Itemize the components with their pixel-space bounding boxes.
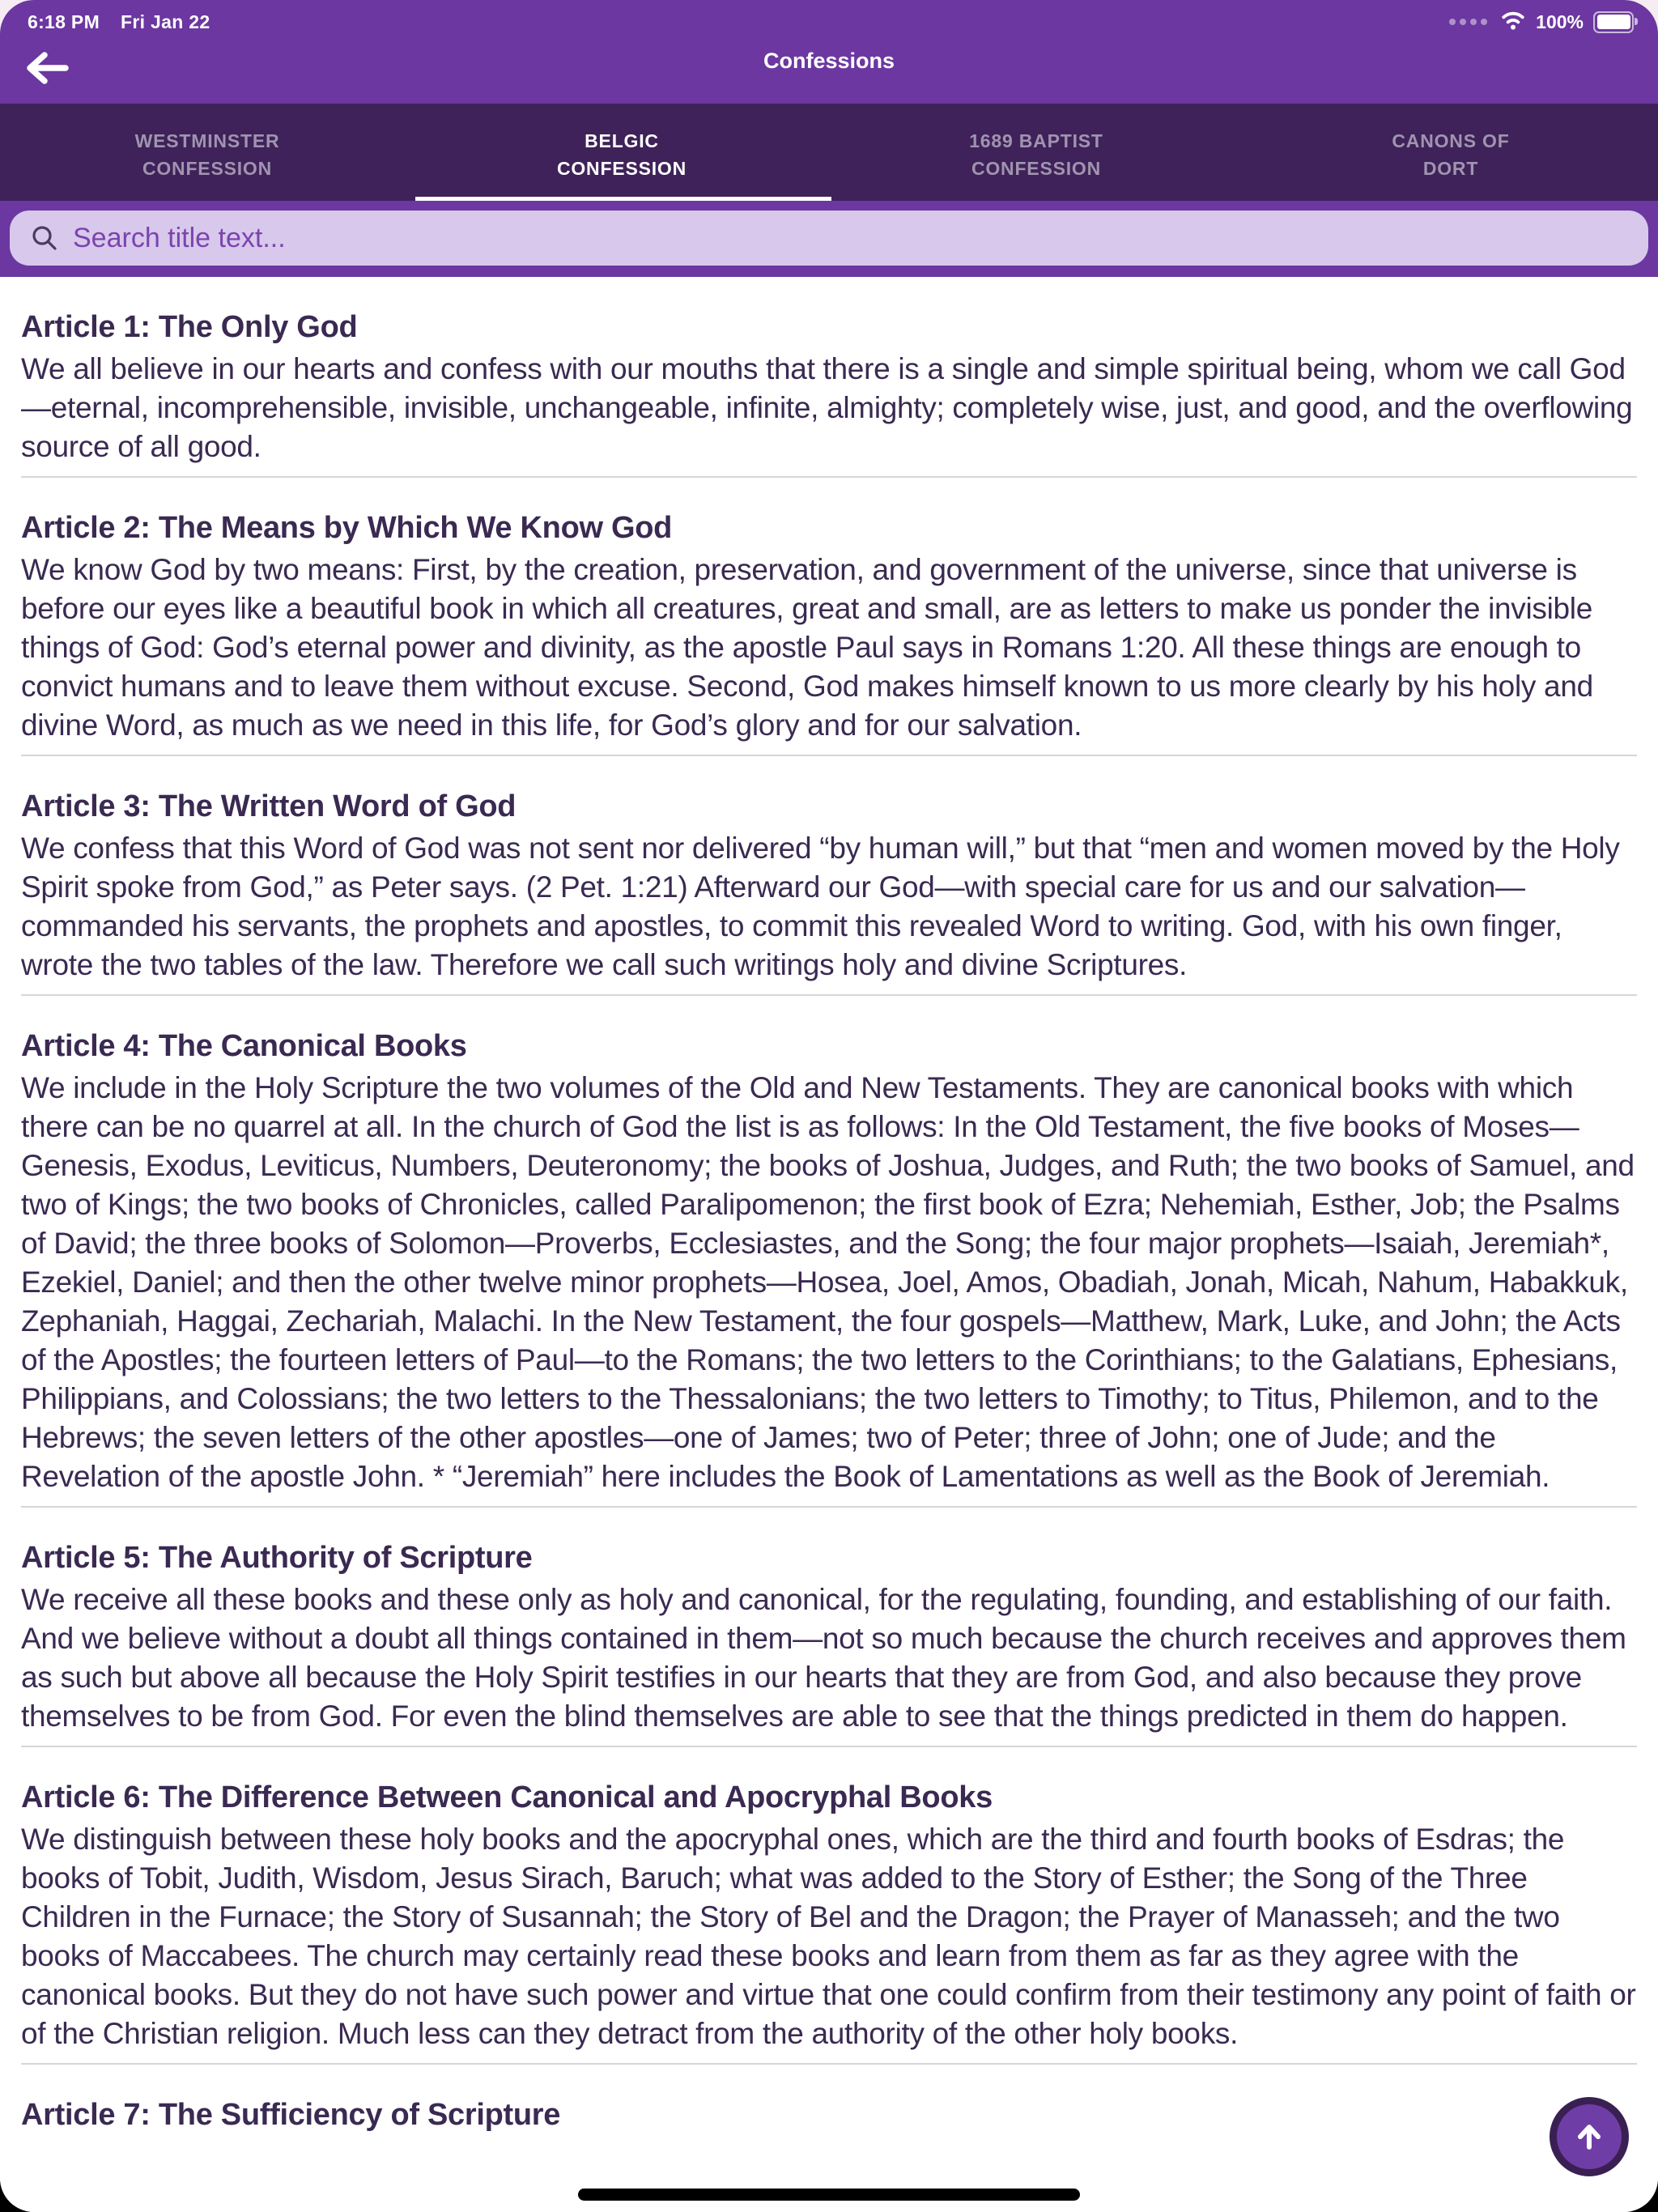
- article-body: We distinguish between these holy books and the apocryphal ones, which are the third and fourth books of Esdras; the books of Tobit, Judith, Wisdom, Jesus Sirach, Baruch; what was added to the Story of Esther; the Song of the Three Children in the Furnace; the Story of Susannah; the Story of Bel and the Dragon; the Prayer of Manasseh; and the two books of Maccabees. The church may certainly read these books and learn from them as far as they agree with the canonical books. But they do not have such power and virtue that one could confirm from their testimony any point of faith or of the Christian religion. Much less can they detract from the authority of the other holy books.: [21, 1823, 1636, 2050]
- nav-bar: [0, 37, 1658, 104]
- up-arrow-icon: [1571, 2119, 1607, 2155]
- wifi-icon: [1499, 7, 1528, 36]
- article-title: Article 4: The Canonical Books: [21, 1029, 467, 1063]
- article-3: [21, 756, 1637, 996]
- article-body: We know God by two means: First, by the creation, preservation, and government of the universe, since that universe is before our eyes like a beautiful book in which all creatures, great and small, are as letters to make us ponder the invisible things of God: God’s eternal power and divinity, as the apostle Paul says in Romans 1:20. All these things are enough to convict humans and to leave them without excuse. Second, God makes himself known to us more clearly by his holy and divine Word, as much as we need in this life, for God’s glory and for our salvation.: [21, 553, 1593, 742]
- tab-canons-of-dort[interactable]: CANONS OF DORT: [1392, 130, 1510, 179]
- status-bar: [0, 0, 1658, 37]
- header: [0, 0, 1658, 104]
- article-title: Article 6: The Difference Between Canonical and Apocryphal Books: [21, 1780, 993, 1814]
- search-box: [10, 211, 1648, 266]
- article-1: [21, 277, 1637, 478]
- page-title: Confessions: [763, 49, 895, 73]
- tab-westminster-confession[interactable]: WESTMINSTER CONFESSION: [134, 130, 280, 179]
- article-2: [21, 478, 1637, 756]
- article-7: [21, 2065, 1637, 2147]
- article-title: Article 7: The Sufficiency of Scripture: [21, 2098, 561, 2132]
- article-title: Article 1: The Only God: [21, 310, 358, 344]
- article-body: We include in the Holy Scripture the two volumes of the Old and New Testaments. They are canonical books with which there can be no quarrel at all. In the church of God the list is as follows: In the Old Testament, the five books of Moses—Genesis, Exodus, Leviticus, Numbers, Deuteronomy; the books of Joshua, Judges, and Ruth; the two books of Samuel, and two of Kings; the two books of Chronicles, called Paralipomenon; the first book of Ezra; Nehemiah, Esther, Job; the Psalms of David; the three books of Solomon—Proverbs, Ecclesiastes, and the Song; the four major prophets—Isaiah, Jeremiah*, Ezekiel, Daniel; and then the other twelve minor prophets—Hosea, Joel, Amos, Obadiah, Jonah, Micah, Nahum, Habakkuk, Zephaniah, Haggai, Zechariah, Malachi. In the New Testament, the four gospels—Matthew, Mark, Luke, and John; the Acts of the Apostles; the fourteen letters of Paul—to the Romans; the two letters to the Corinthians; to the Galatians, Ephesians, Philippians, and Colossians; the two letters to the Thessalonians; the two letters to Timothy; to Titus, Philemon, and to the Hebrews; the seven letters of the other apostles—one of James; two of Peter; three of John; one of Jude; and the Revelation of the apostle John. * “Jeremiah” here includes the Book of Lamentations as well as the Book of Jeremiah.: [21, 1071, 1635, 1493]
- search-bar-container: [0, 201, 1658, 277]
- article-body: We all believe in our hearts and confess with our mouths that there is a single and simple spiritual being, whom we call God—eternal, incomprehensible, invisible, unchangeable, infinite, almighty; completely wise, just, and good, and the overflowing source of all good.: [21, 352, 1633, 463]
- active-tab-indicator: [415, 197, 831, 201]
- article-title: Article 5: The Authority of Scripture: [21, 1541, 533, 1575]
- scroll-to-top-button[interactable]: [1550, 2097, 1629, 2176]
- article-title: Article 3: The Written Word of God: [21, 789, 517, 823]
- confession-tab-bar: [0, 104, 1658, 201]
- status-time: 6:18 PM: [28, 11, 100, 32]
- article-5: [21, 1508, 1637, 1747]
- tab-1689-baptist-confession[interactable]: 1689 BAPTIST CONFESSION: [969, 130, 1103, 179]
- article-body: We confess that this Word of God was not sent nor delivered “by human will,” but that “men and women moved by the Holy Spirit spoke from God,” as Peter says. (2 Pet. 1:21) Afterward our God—with special care for us and our salvation—commanded his servants, the prophets and apostles, to commit this revealed Word to writing. God, with his own finger, wrote the two tables of the law. Therefore we call such writings holy and divine Scriptures.: [21, 832, 1620, 981]
- tab-belgic-confession[interactable]: BELGIC CONFESSION: [556, 130, 687, 179]
- search-input[interactable]: [10, 211, 1648, 266]
- status-date: Fri Jan 22: [121, 11, 210, 32]
- article-4: [21, 996, 1637, 1508]
- article-title: Article 2: The Means by Which We Know God: [21, 511, 673, 545]
- article-body: We receive all these books and these only as holy and canonical, for the regulating, founding, and establishing of our faith. And we believe without a doubt all things contained in them—not so much because the church receives and approves them as such but above all because the Holy Spirit testifies in our hearts that they are from God, and also because they prove themselves to be from God. For even the blind themselves are able to see that the things predicted in them do happen.: [21, 1583, 1626, 1733]
- home-indicator[interactable]: [578, 2189, 1080, 2201]
- battery-icon: [1593, 11, 1634, 33]
- article-list[interactable]: [0, 277, 1658, 2212]
- battery-percent: 100%: [1536, 11, 1584, 32]
- article-6: [21, 1747, 1637, 2065]
- cellular-dots-icon: [1449, 19, 1487, 25]
